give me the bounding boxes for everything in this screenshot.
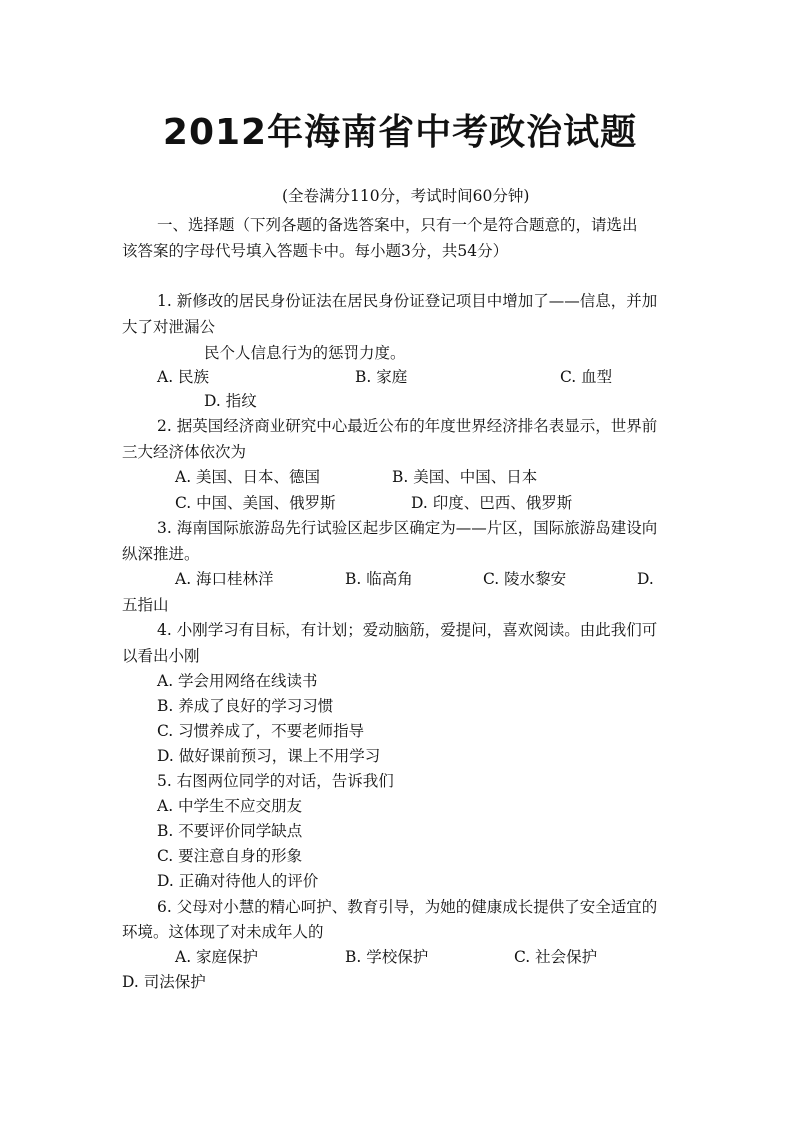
q4-option-b: B. 养成了良好的学习习惯 xyxy=(157,697,334,715)
q3-option-a: A. 海口桂林洋 xyxy=(175,570,274,588)
q6-option-b: B. 学校保护 xyxy=(345,948,429,966)
q2-option-b: B. 美国、中国、日本 xyxy=(392,468,538,486)
q6-stem-line-1: 6. 父母对小慧的精心呵护、教育引导，为她的健康成长提供了安全适宜的 xyxy=(157,898,658,916)
q5-stem: 5. 右图两位同学的对话，告诉我们 xyxy=(157,772,394,790)
q1-option-d: D. 指纹 xyxy=(204,392,257,410)
subtitle: (全卷满分110分，考试时间60分钟) xyxy=(282,187,530,205)
q6-option-c: C. 社会保护 xyxy=(514,948,598,966)
section-heading-line-1: 一、选择题（下列各题的备选答案中，只有一个是符合题意的，请选出 xyxy=(157,216,638,234)
q3-stem-line-2: 纵深推进。 xyxy=(122,545,200,563)
q2-stem-line-1: 2. 据英国经济商业研究中心最近公布的年度世界经济排名表显示，世界前 xyxy=(157,417,658,435)
q1-option-b: B. 家庭 xyxy=(355,368,408,386)
q5-option-d: D. 正确对待他人的评价 xyxy=(157,872,319,890)
q1-stem-line-1: 1. 新修改的居民身份证法在居民身份证登记项目中增加了——信息，并加 xyxy=(157,292,658,310)
q2-option-a: A. 美国、日本、德国 xyxy=(175,468,321,486)
q3-option-d-letter: D. xyxy=(637,570,654,588)
q6-option-a: A. 家庭保护 xyxy=(175,948,259,966)
q5-option-c: C. 要注意自身的形象 xyxy=(157,847,303,865)
q1-option-c: C. 血型 xyxy=(560,368,613,386)
q3-option-d-text: 五指山 xyxy=(122,596,169,614)
q2-stem-line-2: 三大经济体依次为 xyxy=(122,443,247,461)
q1-stem-line-2: 大了对泄漏公 xyxy=(122,318,216,336)
q3-option-c: C. 陵水黎安 xyxy=(483,570,567,588)
section-heading-line-2: 该答案的字母代号填入答题卡中。每小题3分，共54分） xyxy=(122,242,509,260)
q4-option-c: C. 习惯养成了，不要老师指导 xyxy=(157,722,365,740)
q2-option-d: D. 印度、巴西、俄罗斯 xyxy=(411,494,573,512)
q6-option-d: D. 司法保护 xyxy=(122,973,206,991)
q5-option-b: B. 不要评价同学缺点 xyxy=(157,822,303,840)
q4-option-d: D. 做好课前预习，课上不用学习 xyxy=(157,747,381,765)
q5-option-a: A. 中学生不应交朋友 xyxy=(157,797,303,815)
q1-option-a: A. 民族 xyxy=(157,368,210,386)
q4-stem-line-2: 以看出小刚 xyxy=(122,647,200,665)
q4-stem-line-1: 4. 小刚学习有目标，有计划；爱动脑筋，爱提问，喜欢阅读。由此我们可 xyxy=(157,621,658,639)
q6-stem-line-2: 环境。这体现了对未成年人的 xyxy=(122,923,324,941)
q4-option-a: A. 学会用网络在线读书 xyxy=(157,672,318,690)
q3-stem-line-1: 3. 海南国际旅游岛先行试验区起步区确定为——片区，国际旅游岛建设向 xyxy=(157,519,658,537)
q1-stem-line-3: 民个人信息行为的惩罚力度。 xyxy=(204,344,406,362)
q2-option-c: C. 中国、美国、俄罗斯 xyxy=(175,494,336,512)
page-title: 2012年海南省中考政治试题 xyxy=(162,112,638,153)
q3-option-b: B. 临高角 xyxy=(345,570,413,588)
